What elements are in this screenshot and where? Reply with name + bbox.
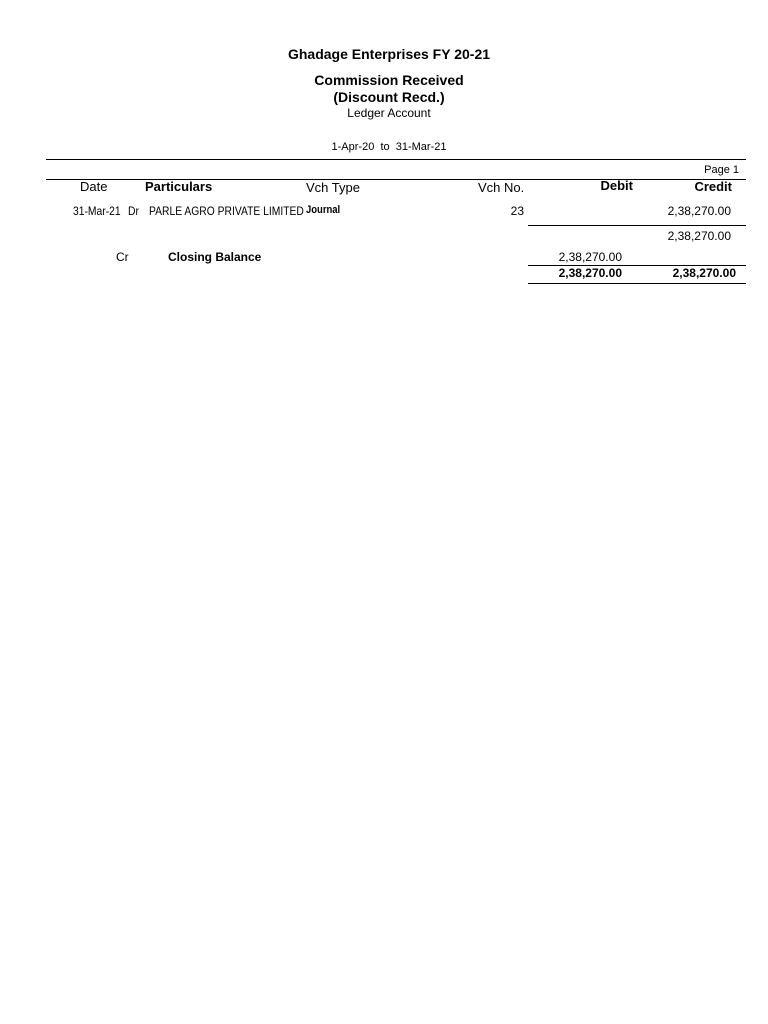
entry-particulars: PARLE AGRO PRIVATE LIMITED [149,204,304,218]
entry-vch-no: 23 [510,204,524,218]
totals-bottom-rule [528,283,746,284]
closing-debit: 2,38,270.00 [558,250,622,264]
entry-date: 31-Mar-21 [73,204,121,218]
ledger-alias: (Discount Recd.) [333,89,445,105]
ledger-name: Commission Received [314,72,464,88]
report-type: Ledger Account [347,106,431,120]
report-period: 1-Apr-20 to 31-Mar-21 [331,141,447,153]
total-debit: 2,38,270.00 [558,266,622,280]
entry-vch-type: Journal [306,204,341,216]
total-credit: 2,38,270.00 [672,266,736,280]
entry-credit: 2,38,270.00 [667,204,731,218]
col-header-vch-no: Vch No. [478,180,525,195]
company-name: Ghadage Enterprises FY 20-21 [287,46,491,62]
page-number: Page 1 [704,164,739,176]
col-header-credit: Credit [694,179,732,194]
col-header-particulars: Particulars [145,179,213,194]
closing-dr-cr: Cr [116,250,129,264]
col-header-date: Date [80,179,108,194]
subtotal-credit: 2,38,270.00 [667,229,731,243]
entry-dr-cr: Dr [128,204,139,218]
top-rule [46,159,746,160]
col-header-debit: Debit [600,178,633,193]
closing-label: Closing Balance [168,250,262,264]
subtotal-rule [528,225,746,226]
col-header-vch-type: Vch Type [306,180,360,195]
